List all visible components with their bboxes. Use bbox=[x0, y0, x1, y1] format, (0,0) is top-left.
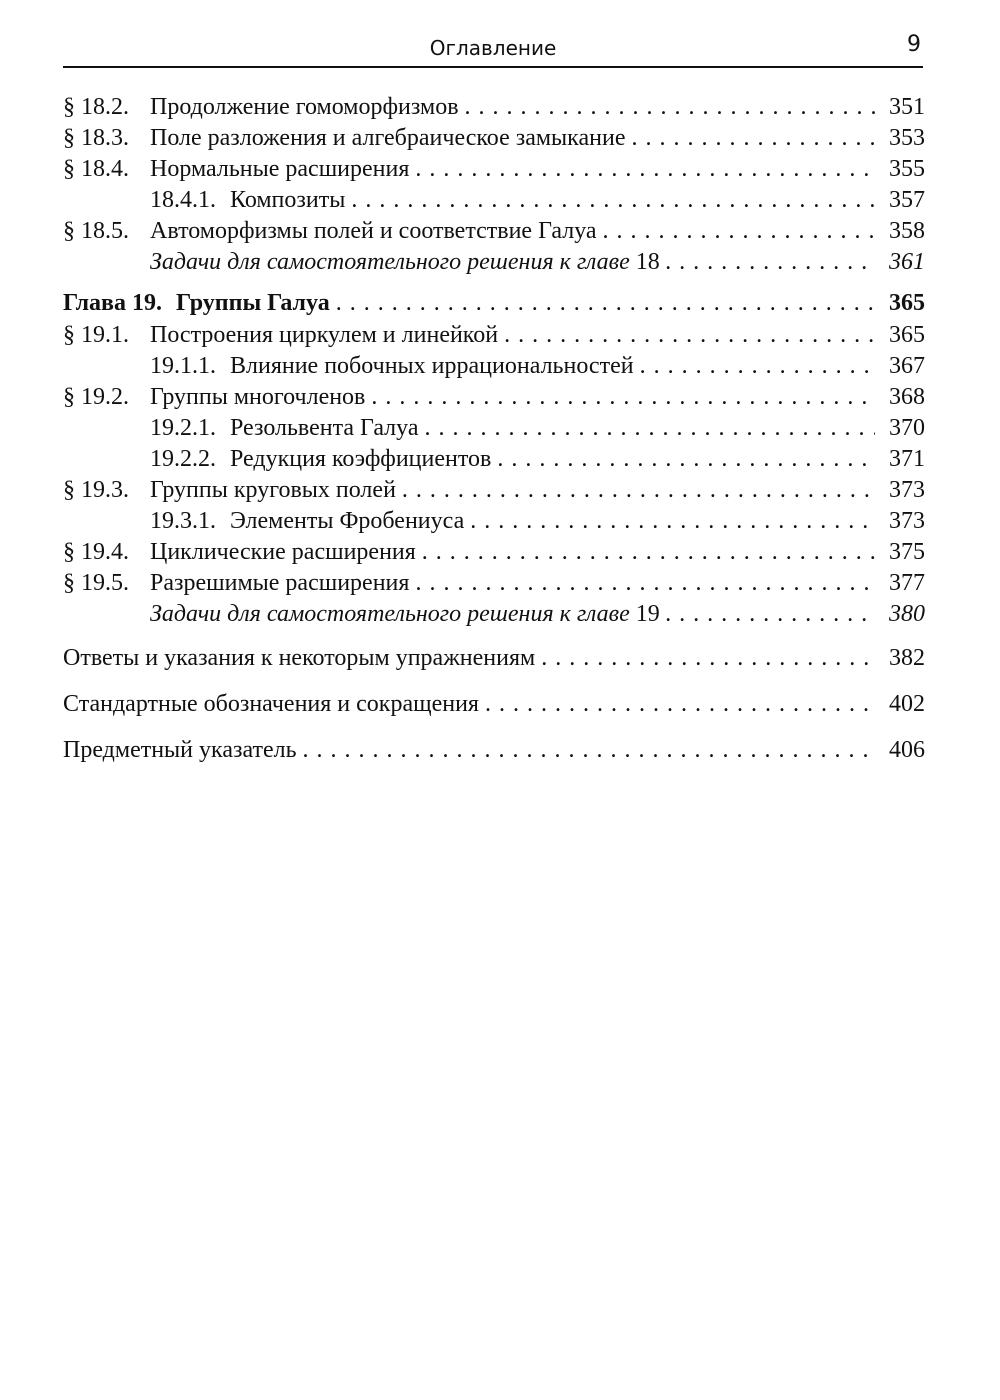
dot-leader bbox=[415, 568, 875, 599]
dot-leader bbox=[351, 185, 875, 216]
toc-entry-page: 351 bbox=[889, 94, 925, 120]
toc-entry-page: 367 bbox=[889, 353, 925, 379]
toc-entry-page: 373 bbox=[889, 508, 925, 534]
toc-entry-title: Задачи для самостоятельного решения к главе bbox=[150, 601, 630, 627]
toc-entry-number: Глава 19. bbox=[63, 290, 162, 316]
toc-entry-title: Редукция коэффициентов bbox=[230, 446, 492, 472]
toc-entry-number: § 18.2. bbox=[63, 94, 129, 120]
toc-entry[interactable] bbox=[63, 599, 925, 630]
toc-entry-page: 370 bbox=[889, 415, 925, 441]
table-of-contents bbox=[63, 92, 925, 768]
toc-entry-title: Ответы и указания к некоторым упражнениям bbox=[63, 645, 536, 671]
toc-entry-page: 358 bbox=[889, 218, 925, 244]
dot-leader bbox=[485, 686, 875, 722]
toc-entry-number: 19.2.2. bbox=[150, 446, 216, 472]
toc-entry[interactable] bbox=[63, 475, 925, 506]
toc-entry[interactable] bbox=[63, 351, 925, 382]
dot-leader bbox=[425, 413, 876, 444]
dot-leader bbox=[465, 92, 875, 123]
dot-leader bbox=[504, 320, 875, 351]
toc-entry-title: Поле разложения и алгебраическое замыкание bbox=[150, 125, 626, 151]
toc-entry[interactable] bbox=[63, 216, 925, 247]
toc-entry-title: Стандартные обозначения и сокращения bbox=[63, 691, 479, 717]
toc-entry-number: § 18.5. bbox=[63, 218, 129, 244]
toc-entry-number: § 18.4. bbox=[63, 156, 129, 182]
toc-entry-title: Нормальные расширения bbox=[150, 156, 410, 182]
toc-entry[interactable] bbox=[63, 185, 925, 216]
toc-entry-page: 361 bbox=[889, 249, 925, 275]
toc-entry-page: 375 bbox=[889, 539, 925, 565]
toc-entry[interactable] bbox=[63, 92, 925, 123]
running-title: Оглавление bbox=[429, 36, 557, 60]
toc-entry-title: Предметный указатель bbox=[63, 737, 297, 763]
toc-entry-title: Группы круговых полей bbox=[150, 477, 396, 503]
toc-entry-title: Группы многочленов bbox=[150, 384, 366, 410]
toc-entry-page: 382 bbox=[889, 645, 925, 671]
dot-leader bbox=[541, 640, 875, 676]
running-header bbox=[63, 28, 923, 68]
toc-entry-page: 365 bbox=[889, 290, 925, 316]
dot-leader bbox=[402, 475, 875, 506]
toc-entry-title: Продолжение гомоморфизмов bbox=[150, 94, 459, 120]
page-number: 9 bbox=[907, 32, 921, 57]
toc-entry-number: § 19.5. bbox=[63, 570, 129, 596]
toc-entry-number: § 19.1. bbox=[63, 322, 129, 348]
toc-entry-number: 19.3.1. bbox=[150, 508, 216, 534]
dot-leader bbox=[666, 599, 875, 630]
dot-leader bbox=[497, 444, 875, 475]
toc-entry-number: 18.4.1. bbox=[150, 187, 216, 213]
toc-entry-title: Разрешимые расширения bbox=[150, 570, 410, 596]
toc-entry[interactable] bbox=[63, 444, 925, 475]
toc-entry-number: § 18.3. bbox=[63, 125, 129, 151]
dot-leader bbox=[603, 216, 875, 247]
toc-entry-number: 19.2.1. bbox=[150, 415, 216, 441]
dot-leader bbox=[415, 154, 875, 185]
toc-entry-page: 406 bbox=[889, 737, 925, 763]
toc-entry-title: Влияние побочных иррациональностей bbox=[230, 353, 634, 379]
toc-entry[interactable] bbox=[63, 320, 925, 351]
dot-leader bbox=[422, 537, 875, 568]
toc-entry[interactable] bbox=[63, 686, 925, 722]
toc-entry-page: 377 bbox=[889, 570, 925, 596]
toc-entry-title: Построения циркулем и линейкой bbox=[150, 322, 499, 348]
toc-entry-title: Циклические расширения bbox=[150, 539, 416, 565]
toc-entry-page: 373 bbox=[889, 477, 925, 503]
toc-entry[interactable] bbox=[63, 568, 925, 599]
toc-entry[interactable] bbox=[63, 154, 925, 185]
toc-entry-number: § 19.3. bbox=[63, 477, 129, 503]
toc-entry[interactable] bbox=[63, 247, 925, 278]
toc-entry-page: 402 bbox=[889, 691, 925, 717]
toc-entry[interactable] bbox=[63, 413, 925, 444]
toc-entry-number: § 19.2. bbox=[63, 384, 129, 410]
dot-leader bbox=[631, 123, 875, 154]
toc-entry-title: Группы Галуа bbox=[176, 290, 330, 316]
dot-leader bbox=[371, 382, 875, 413]
toc-entry[interactable] bbox=[63, 123, 925, 154]
toc-entry[interactable] bbox=[63, 732, 925, 768]
toc-entry[interactable] bbox=[63, 537, 925, 568]
dot-leader bbox=[303, 732, 875, 768]
dot-leader bbox=[470, 506, 875, 537]
toc-entry-page: 365 bbox=[889, 322, 925, 348]
toc-entry[interactable] bbox=[63, 640, 925, 676]
toc-entry-chapter-number: 18 bbox=[635, 249, 660, 275]
toc-entry-title: Резольвента Галуа bbox=[230, 415, 419, 441]
toc-entry-title: Автоморфизмы полей и соответствие Галуа bbox=[150, 218, 597, 244]
toc-entry-number: 19.1.1. bbox=[150, 353, 216, 379]
toc-entry-page: 368 bbox=[889, 384, 925, 410]
dot-leader bbox=[336, 286, 875, 320]
dot-leader bbox=[666, 247, 875, 278]
toc-entry-page: 371 bbox=[889, 446, 925, 472]
toc-entry[interactable] bbox=[63, 286, 925, 320]
toc-entry[interactable] bbox=[63, 382, 925, 413]
dot-leader bbox=[640, 351, 875, 382]
toc-entry-page: 380 bbox=[889, 601, 925, 627]
toc-entry-page: 355 bbox=[889, 156, 925, 182]
toc-entry[interactable] bbox=[63, 506, 925, 537]
toc-entry-chapter-number: 19 bbox=[635, 601, 660, 627]
toc-entry-title: Элементы Фробениуса bbox=[230, 508, 465, 534]
toc-entry-title: Задачи для самостоятельного решения к главе bbox=[150, 249, 630, 275]
toc-entry-page: 357 bbox=[889, 187, 925, 213]
toc-entry-title: Композиты bbox=[230, 187, 346, 213]
toc-entry-number: § 19.4. bbox=[63, 539, 129, 565]
toc-entry-page: 353 bbox=[889, 125, 925, 151]
